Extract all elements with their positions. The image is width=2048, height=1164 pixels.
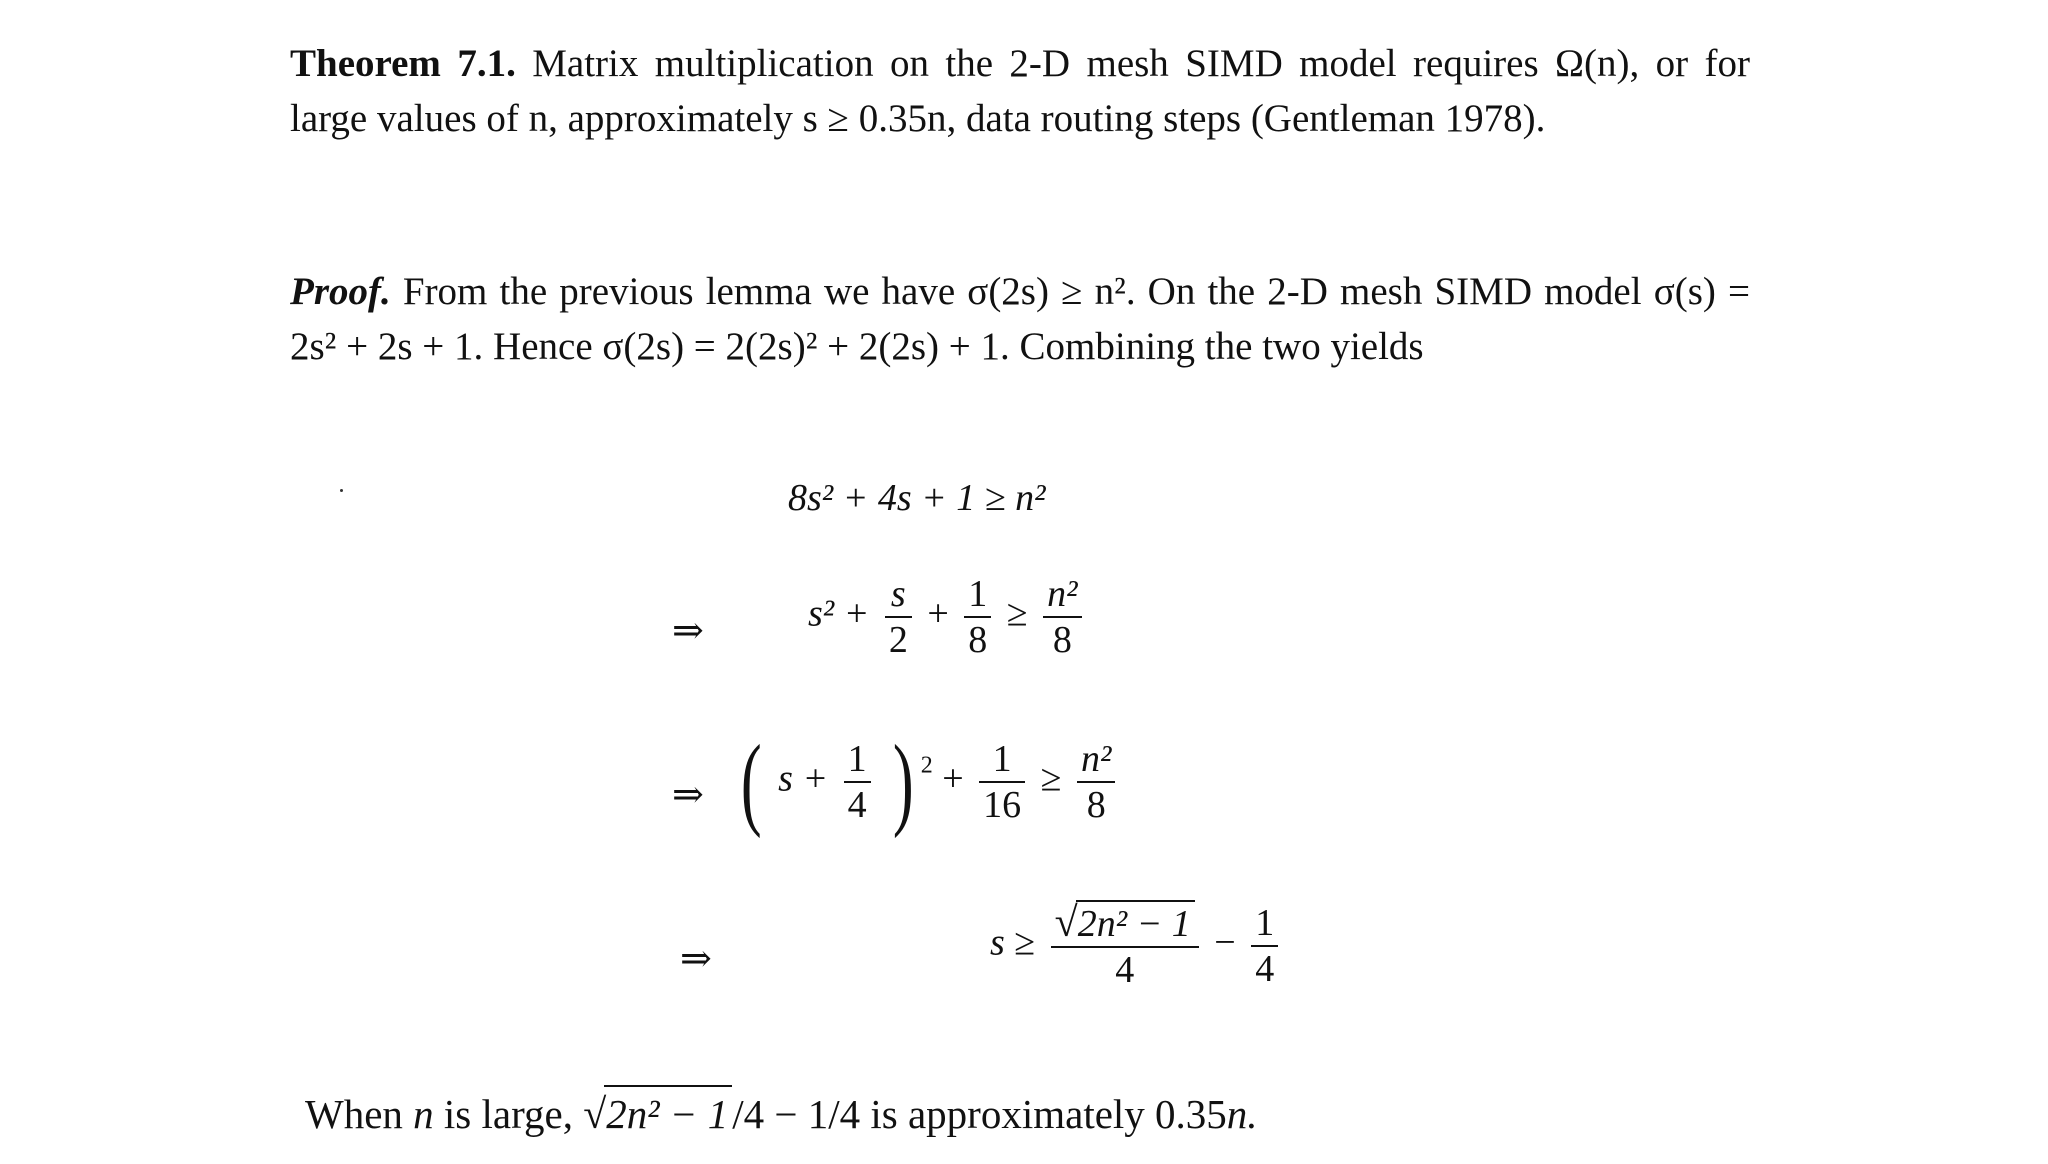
eq2-lhs: s² + (808, 592, 870, 635)
eq4-radicand: 2n² − 1 (1076, 900, 1195, 946)
eq3-f2-den: 16 (983, 784, 1022, 826)
conclusion-pre: When (305, 1091, 403, 1137)
eq2-f2-den: 8 (968, 619, 988, 661)
eq3-plus: + (942, 757, 964, 800)
eq2-f1-den: 2 (888, 619, 908, 661)
conclusion-end: n. (1226, 1091, 1258, 1137)
eq3-rhs-den: 8 (1086, 784, 1106, 826)
sqrt-icon: √ (583, 1092, 607, 1138)
eq3-f-den: 4 (847, 784, 867, 826)
eq4-ge: ≥ (1014, 921, 1036, 964)
eq2-f2-num: 1 (964, 572, 991, 618)
eq3-right-paren: ) (893, 724, 914, 839)
eq2-rhs-den: 8 (1052, 619, 1072, 661)
equation-4 (990, 900, 1284, 992)
eq3-f2-num: 1 (979, 737, 1025, 783)
sqrt-icon: √ (1054, 900, 1078, 946)
eq3-f-num: 1 (844, 737, 871, 783)
conclusion-radicand: 2n² − 1 (604, 1085, 732, 1142)
eq2-f1-num: s (885, 572, 912, 618)
proof-text: From the previous lemma we have σ(2s) ≥ n². On the 2-D mesh SIMD model σ(s) = 2s² + 2s + 1. Hence σ(2s) = 2(2s)² + 2(2s) + 1. Combining the two yields (290, 270, 1750, 368)
eq2-ge: ≥ (1006, 592, 1028, 635)
implies-arrow-1: ⇒ (672, 610, 704, 652)
eq3-fraction (844, 737, 871, 827)
eq3-exponent: 2 (920, 752, 933, 779)
eq2-plus: + (927, 592, 949, 635)
eq4-s: s (990, 921, 1005, 964)
eq4-f-num: 1 (1251, 901, 1278, 947)
eq3-ge: ≥ (1040, 757, 1062, 800)
stray-dot (340, 489, 343, 492)
eq3-s: s + (778, 757, 829, 800)
theorem-label: Theorem 7.1. (290, 42, 516, 85)
eq4-fraction (1051, 900, 1199, 992)
eq4-den: 4 (1115, 949, 1135, 991)
proof-label: Proof. (290, 270, 391, 313)
eq2-rhs-num: n² (1043, 572, 1081, 618)
eq3-fraction-2 (979, 737, 1025, 827)
conclusion-post: /4 − 1/4 is approximately 0.35 (732, 1091, 1227, 1137)
eq4-f-den: 4 (1255, 948, 1275, 990)
equation-1 (788, 476, 1046, 520)
theorem-text: Matrix multiplication on the 2-D mesh SIMD model requires Ω(n), or for large values of n, approximately s ≥ 0.35n, data routing steps (Gentleman 1978). (290, 42, 1750, 140)
eq2-rhs-fraction (1043, 572, 1081, 662)
implies-arrow-3: ⇒ (680, 938, 712, 980)
eq3-rhs-fraction (1077, 737, 1115, 827)
conclusion-n: n (413, 1091, 434, 1137)
eq2-fraction-2 (964, 572, 991, 662)
conclusion-sentence (305, 1085, 1258, 1143)
proof-paragraph (290, 264, 1750, 374)
theorem-paragraph (290, 36, 1750, 146)
eq3-left-paren: ( (740, 724, 762, 839)
equation-2 (808, 572, 1088, 662)
eq2-fraction-1 (885, 572, 912, 662)
equation-3 (734, 724, 1121, 839)
implies-arrow-2: ⇒ (672, 774, 704, 816)
equation-1-text: 8s² + 4s + 1 ≥ n² (788, 477, 1046, 519)
eq4-fraction-2 (1251, 901, 1278, 991)
conclusion-mid: is large, (443, 1091, 573, 1137)
eq4-minus: − (1214, 921, 1236, 964)
eq3-rhs-num: n² (1077, 737, 1115, 783)
eq4-num (1051, 900, 1199, 948)
